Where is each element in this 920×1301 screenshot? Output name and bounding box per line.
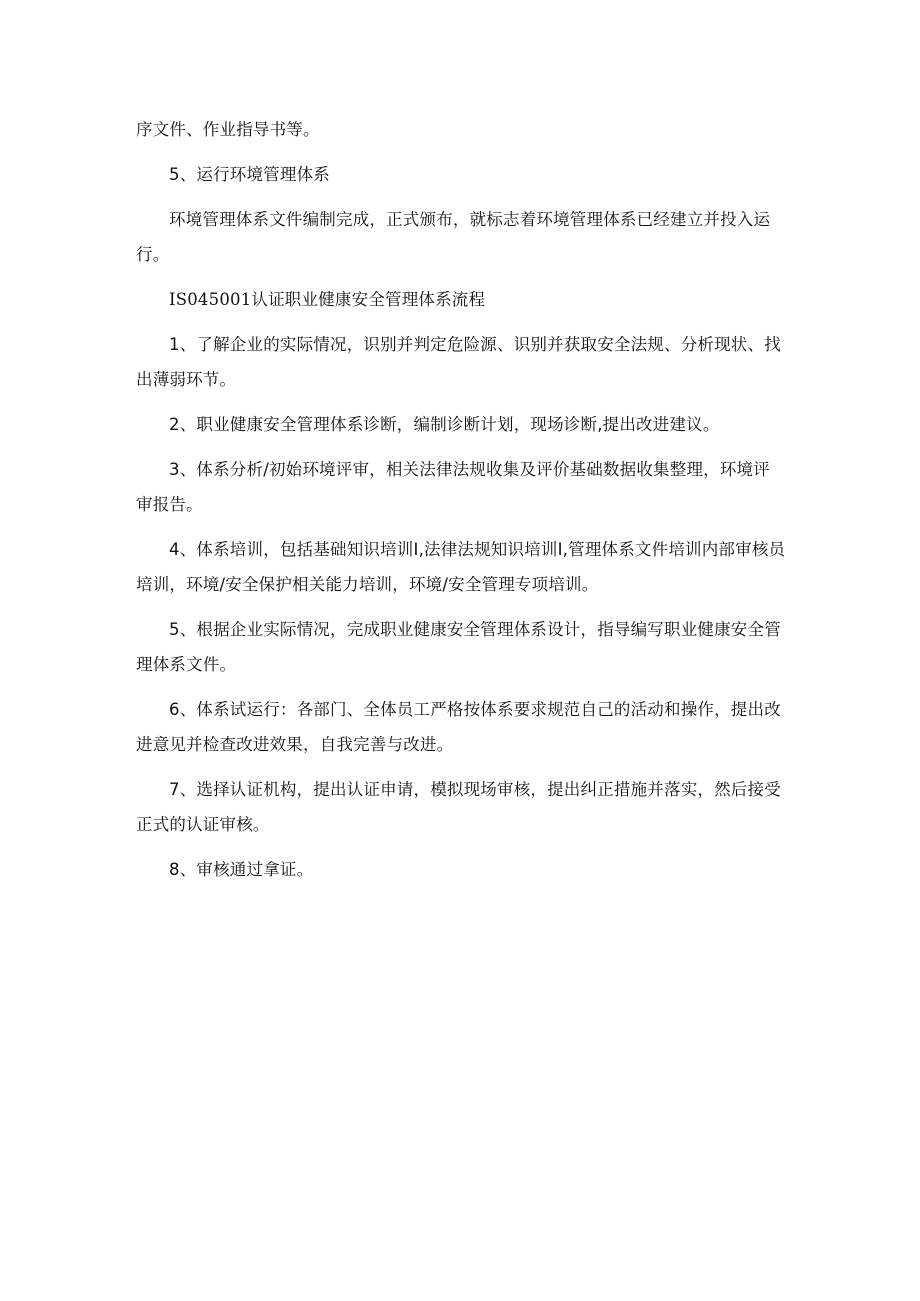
paragraph-ems-established: 环境管理体系文件编制完成，正式颁布，就标志着环境管理体系已经建立并投入运行。 — [136, 210, 771, 264]
paragraph-continuation: 序文件、作业指导书等。 — [136, 120, 320, 139]
step-5: 5、根据企业实际情况，完成职业健康安全管理体系设计，指导编写职业健康安全管理体系文件。 — [136, 620, 781, 674]
step-8: 8、审核通过拿证。 — [169, 860, 314, 879]
step-6: 6、体系试运行：各部门、全体员工严格按体系要求规范自己的活动和操作，提出改进意见并检查改进效果，自我完善与改进。 — [136, 700, 781, 754]
document-body — [136, 112, 786, 897]
step-4: 4、体系培训，包括基础知识培训I,法律法规知识培训I,管理体系文件培训内部审核员培训，环境/安全保护相关能力培训，环境/安全管理专项培训。 — [136, 540, 786, 594]
step-2: 2、职业健康安全管理体系诊断，编制诊断计划，现场诊断,提出改进建议。 — [169, 415, 720, 434]
step-7: 7、选择认证机构，提出认证申请，模拟现场审核，提出纠正措施并落实，然后接受正式的认证审核。 — [136, 780, 781, 834]
section-heading-run-ems: 5、运行环境管理体系 — [169, 165, 330, 184]
section-title-iso45001: IS045001认证职业健康安全管理体系流程 — [169, 290, 486, 309]
step-3: 3、体系分析/初始环境评审，相关法律法规收集及评价基础数据收集整理，环境评审报告。 — [136, 460, 770, 514]
step-1: 1、了解企业的实际情况，识别并判定危险源、识别并获取安全法规、分析现状、找出薄弱环节。 — [136, 335, 781, 389]
